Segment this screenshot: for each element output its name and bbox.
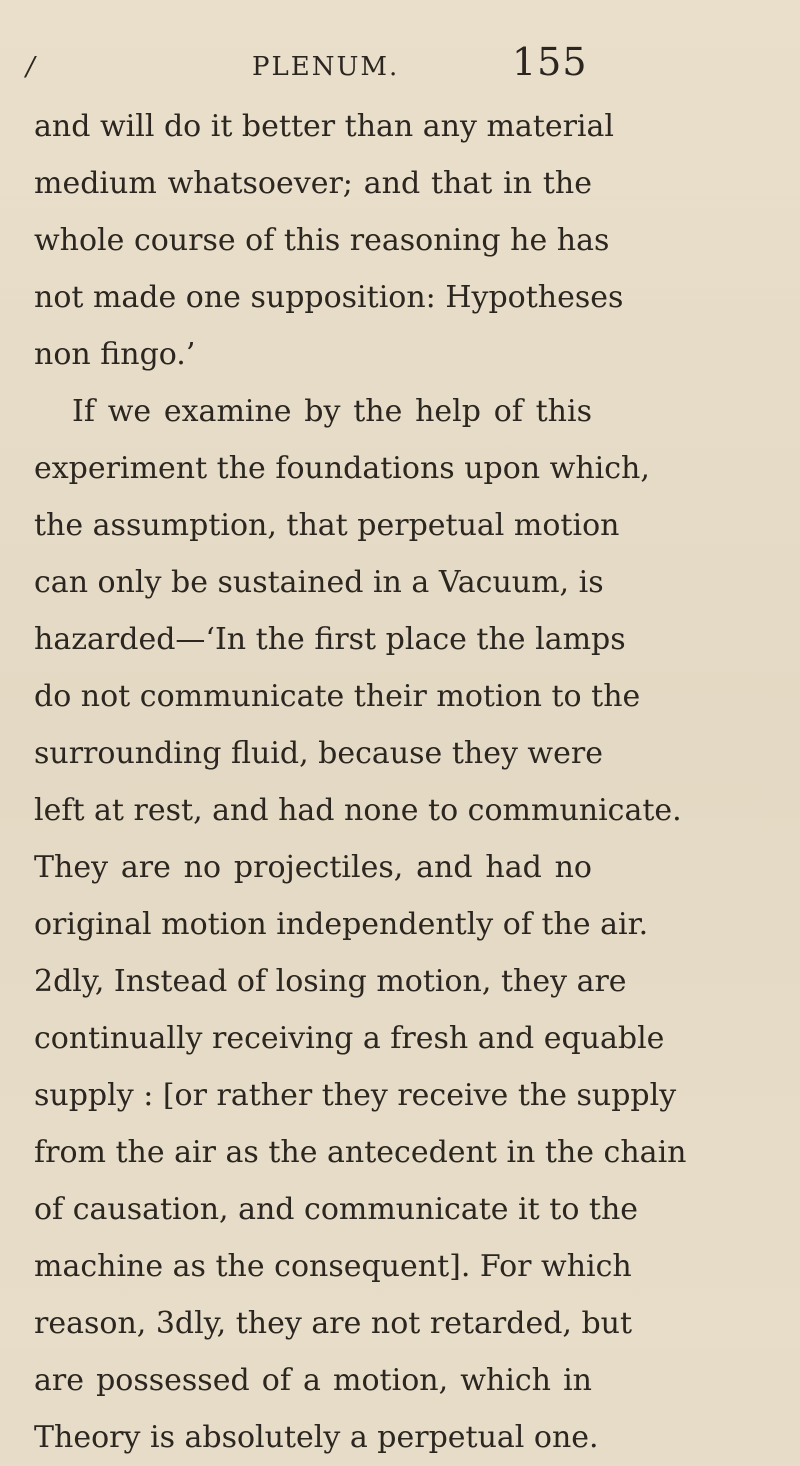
text-line: left at rest, and had none to communicate. (34, 793, 682, 828)
text-line: machine as the consequent]. For which (34, 1249, 632, 1284)
text-line: continually receiving a fresh and equable (34, 1021, 665, 1056)
text-line: They are no projectiles, and had no (34, 850, 592, 885)
body-text (34, 98, 687, 1466)
text-line: of causation, and communicate it to the (34, 1192, 639, 1227)
page-number: 155 (512, 40, 588, 84)
text-line: 2dly, Instead of losing motion, they are (34, 964, 627, 999)
text-line: surrounding fluid, because they were (34, 736, 603, 771)
page-header (0, 40, 800, 94)
text-line: medium whatsoever; and that in the (34, 166, 592, 201)
text-line: do not communicate their motion to the (34, 679, 641, 714)
text-line: from the air as the antecedent in the chain (34, 1135, 687, 1170)
text-line: can only be sustained in a Vacuum, is (34, 565, 604, 600)
margin-mark: / (26, 52, 35, 82)
text-line: If we examine by the help of this (72, 394, 592, 429)
text-line: not made one supposition: Hypotheses (34, 280, 624, 315)
text-line: reason, 3dly, they are not retarded, but (34, 1306, 633, 1341)
text-line: experiment the foundations upon which, (34, 451, 650, 486)
running-head: PLENUM. (252, 52, 400, 82)
text-line: whole course of this reasoning he has (34, 223, 610, 258)
text-line: and will do it better than any material (34, 109, 615, 144)
text-line: are possessed of a motion, which in (34, 1363, 592, 1398)
text-line: the assumption, that perpetual motion (34, 508, 620, 543)
text-line: original motion independently of the air. (34, 907, 649, 942)
text-line: Theory is absolutely a perpetual one. (34, 1420, 599, 1455)
text-line: non fingo.’ (34, 337, 196, 372)
text-line: supply : [or rather they receive the supply (34, 1078, 677, 1113)
text-line: hazarded—‘In the first place the lamps (34, 622, 626, 657)
